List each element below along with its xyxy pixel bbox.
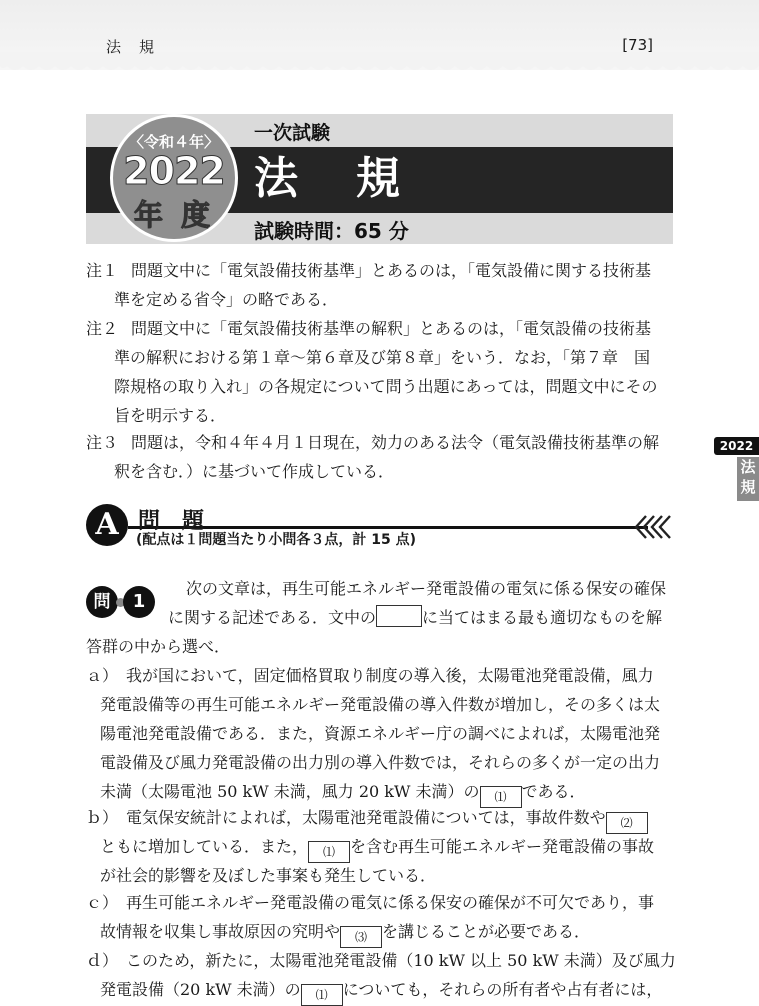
item-line: 再生可能エネルギー発電設備の電気に係る保安の確保が不可欠であり，事 bbox=[126, 893, 655, 912]
note-line: 釈を含む．）に基づいて作成している． bbox=[114, 462, 395, 481]
item-b bbox=[86, 803, 676, 890]
intro-text: に当てはまる最も適切なものを解 bbox=[422, 608, 663, 627]
item-line: 我が国において，固定価格買取り制度の導入後，太陽電池発電設備，風力 bbox=[126, 666, 654, 685]
side-tab-subject: 法規 bbox=[737, 457, 759, 501]
item-text: 故情報を収集し事故原因の究明や bbox=[100, 922, 341, 941]
item-text: ともに増加している．また， bbox=[100, 837, 309, 856]
header-page-number: [73] bbox=[622, 36, 653, 54]
item-label: ａ） bbox=[86, 666, 119, 685]
year-label: 2022 bbox=[123, 149, 225, 193]
section-letter: A bbox=[86, 504, 128, 546]
exam-subject-title: 法規 bbox=[254, 153, 458, 204]
blank-1: ⑴ bbox=[301, 984, 343, 1006]
note-line: 際規格の取り入れ」の各規定について問う出題にあっては，問題文中にその bbox=[114, 377, 658, 396]
item-line: このため，新たに，太陽電池発電設備（10 kW 以上 50 kW 未満）及び風力 bbox=[126, 951, 676, 970]
item-label: ｂ） bbox=[86, 808, 119, 827]
question-intro-line-3: 答群の中から選べ． bbox=[86, 637, 231, 656]
intro-text: に関する記述である．文中の bbox=[168, 608, 377, 627]
question-intro-line-2 bbox=[168, 603, 662, 632]
era-label: 〈令和４年〉 bbox=[128, 133, 219, 151]
question-number: 1 bbox=[123, 586, 155, 618]
item-line: 電設備及び風力発電設備の出力別の導入件数では，それらの多くが一定の出力 bbox=[100, 753, 661, 772]
question-badge bbox=[86, 586, 158, 618]
note-mark: 注２ bbox=[86, 319, 119, 338]
blank-3: ⑶ bbox=[340, 926, 382, 948]
section-a-heading bbox=[86, 504, 676, 554]
nendo-label: 年度 bbox=[133, 198, 228, 232]
arrow-fletching-icon bbox=[634, 514, 674, 540]
item-line: 陽電池発電設備である．また，資源エネルギー庁の調べによれば，太陽電池発 bbox=[100, 724, 661, 743]
note-mark: 注３ bbox=[86, 433, 119, 452]
item-c bbox=[86, 888, 676, 946]
item-text: 発電設備（20 kW 未満）の bbox=[100, 980, 301, 999]
blank-2: ⑵ bbox=[606, 812, 648, 834]
question-label: 問 bbox=[86, 586, 118, 618]
side-index-tab bbox=[714, 437, 759, 499]
blank-box bbox=[376, 605, 422, 627]
item-text: である． bbox=[521, 782, 586, 801]
question-intro-line-1: 次の文章は，再生可能エネルギー発電設備の電気に係る保安の確保 bbox=[186, 579, 667, 598]
item-line: 発電設備等の再生可能エネルギー発電設備の導入件数が増加し，その多くは太 bbox=[100, 695, 661, 714]
item-text: についても，それらの所有者や占有者には， bbox=[342, 980, 663, 999]
section-title: 問題 bbox=[138, 509, 227, 534]
note-line: 問題文中に「電気設備技術基準の解釈」とあるのは，「電気設備の技術基 bbox=[131, 319, 652, 338]
item-d bbox=[86, 946, 676, 1000]
item-line bbox=[100, 917, 590, 948]
item-line: が社会的影響を及ぼした事案も発生している． bbox=[100, 866, 437, 885]
exam-time: 試験時間：65 分 bbox=[254, 219, 409, 243]
note-line: 旨を明示する． bbox=[114, 406, 227, 425]
blank-1: ⑴ bbox=[480, 786, 522, 808]
note-line: 問題文中に「電気設備技術基準」とあるのは，「電気設備に関する技術基 bbox=[131, 261, 652, 280]
note-line: 準の解釈における第１章～第６章及び第８章」をいう．なお，「第７章 国 bbox=[114, 348, 651, 367]
item-label: ｃ） bbox=[86, 893, 119, 912]
note-line: 問題は，令和４年４月１日現在，効力のある法令（電気設備技術基準の解 bbox=[131, 433, 660, 452]
note-1 bbox=[86, 256, 676, 314]
item-text: 電気保安統計によれば，太陽電池発電設備については，事故件数や bbox=[126, 808, 606, 827]
note-line: 準を定める省令」の略である． bbox=[114, 290, 339, 309]
section-points: (配点は１問題当たり小問各３点，計 15 点) bbox=[136, 532, 417, 548]
side-tab-year: 2022 bbox=[714, 437, 759, 455]
exam-type: 一次試験 bbox=[254, 122, 331, 144]
item-label: ｄ） bbox=[86, 951, 119, 970]
item-line bbox=[126, 803, 648, 834]
item-text: を含む再生可能エネルギー発電設備の事故 bbox=[350, 837, 655, 856]
note-3 bbox=[86, 428, 676, 486]
item-a bbox=[86, 661, 676, 806]
item-text: 未満（太陽電池 50 kW 未満，風力 20 kW 未満）の bbox=[100, 782, 480, 801]
item-text: を講じることが必要である． bbox=[382, 922, 591, 941]
note-2 bbox=[86, 314, 676, 430]
year-badge bbox=[110, 114, 238, 242]
header-subject: 法規 bbox=[106, 38, 173, 56]
item-line bbox=[100, 975, 662, 1006]
blank-1: ⑴ bbox=[308, 841, 350, 863]
item-line bbox=[100, 832, 654, 863]
note-mark: 注１ bbox=[86, 261, 119, 280]
